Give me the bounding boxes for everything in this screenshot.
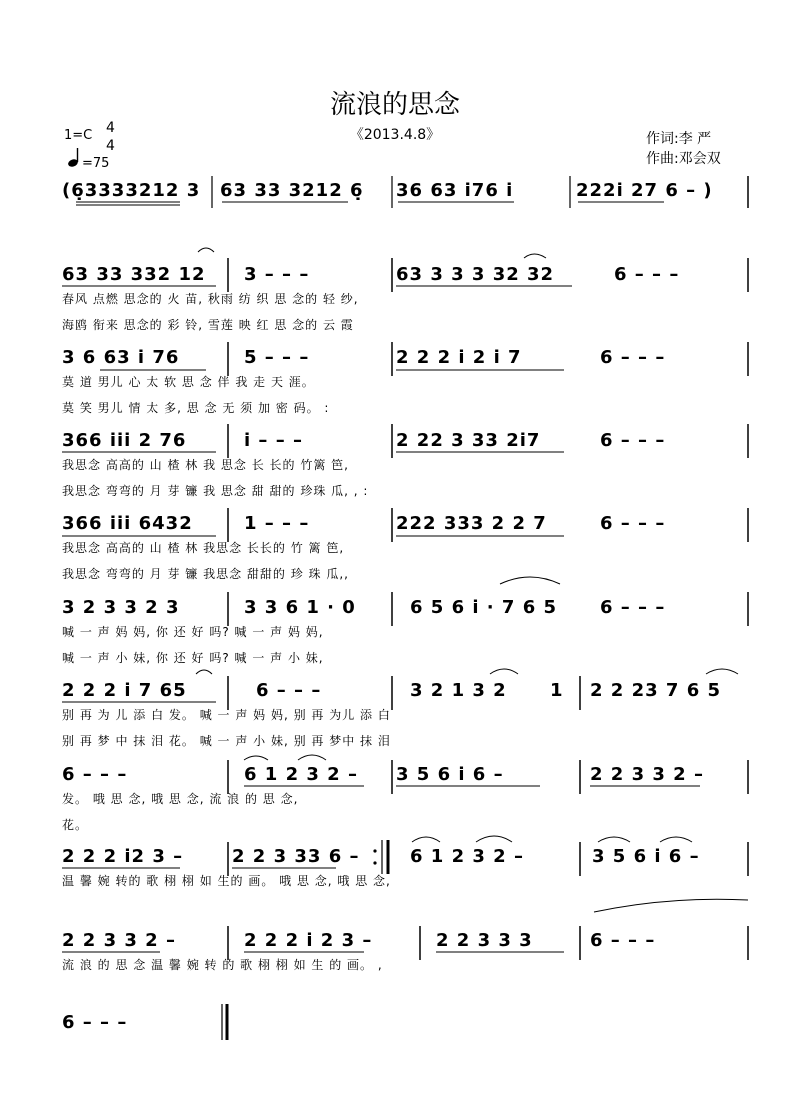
key-signature: 1=C (64, 128, 93, 143)
notation-measure: 6 5 6 i · 7 6 5 (410, 597, 558, 618)
notation-measure: 36 63 i76 i (396, 180, 514, 201)
notation-measure: 222 333 2 2 7 (396, 513, 547, 534)
notation-measure: 5 – – – (244, 347, 310, 368)
notation-measure: 2 2 3 33 6 – (232, 846, 360, 867)
slur (196, 670, 212, 674)
lyric-line: 我思念 弯弯的 月 芽 镰 我 思念 甜 甜的 珍珠 瓜, , : (62, 484, 369, 498)
lyric-line: 花。 (62, 818, 89, 832)
lyricist-credit: 作词:李 严 (646, 131, 712, 147)
slur (706, 669, 738, 674)
notation-measure: 6 – – – (600, 513, 666, 534)
notation-measure: 3 3 6 1 · 0 (244, 597, 356, 618)
slur (198, 248, 214, 252)
notation-measure: (6̣3333212 3 (62, 180, 201, 201)
notation-measure: 6 – – – (590, 930, 656, 951)
notation-measure: 6 – – – (600, 597, 666, 618)
notation-measure: 3 5 6 i 6 – (396, 764, 504, 785)
notation-measure: 366 iii 6432 (62, 513, 193, 534)
tempo-marking: =75 (82, 156, 110, 171)
date-label: 《2013.4.8》 (349, 127, 441, 143)
notation-measure: 6 – – – (600, 347, 666, 368)
lyric-line: 别 再 为 儿 添 白 发。 喊 一 声 妈 妈, 别 再 为儿 添 白 (62, 708, 391, 722)
lyric-line: 我思念 高高的 山 楂 林 我思念 长长的 竹 篱 笆, (62, 541, 345, 555)
lyric-line: 莫 道 男儿 心 太 软 思 念 伴 我 走 天 涯。 (62, 375, 315, 389)
lyric-line: 喊 一 声 妈 妈, 你 还 好 吗? 喊 一 声 妈 妈, (62, 625, 324, 639)
lyric-line: 别 再 梦 中 抹 泪 花。 喊 一 声 小 妹, 别 再 梦中 抹 泪 (62, 734, 391, 748)
slur (594, 899, 748, 912)
notation-measure: 2 2 2 i2 3 – (62, 846, 184, 867)
notation-measure: 6 – – – (256, 680, 322, 701)
lyric-line: 海鸥 衔来 思念的 彩 铃, 雪莲 映 红 思 念的 云 霞 (62, 318, 354, 332)
page-title: 流浪的思念 (329, 90, 460, 120)
slur (412, 837, 440, 842)
notation-measure: 6 – – – (614, 264, 680, 285)
notation-measure: 2 2 3 3 3 (436, 930, 533, 951)
notation-measure: 6 – – – (62, 1012, 128, 1033)
lyric-line: 喊 一 声 小 妹, 你 还 好 吗? 喊 一 声 小 妹, (62, 651, 324, 665)
notation-measure: 63 33 3212 6̣ (220, 180, 364, 201)
slur (298, 755, 326, 760)
lyric-line: 流 浪 的 思 念 温 馨 婉 转 的 歌 栩 栩 如 生 的 画。 , (62, 958, 383, 972)
notation-measure: 1 – – – (244, 513, 310, 534)
notation-measure: 3 2 1 3 2 (410, 680, 507, 701)
notation-measure: 63 33 332 12 (62, 264, 206, 285)
notation-measure: 222i 27 6 – ) (576, 180, 713, 201)
slur (598, 837, 630, 842)
composer-credit: 作曲:邓会双 (646, 151, 721, 167)
notation-measure: 2 2 23 7 6 5 (590, 680, 722, 701)
slur (490, 669, 518, 674)
lyric-line: 莫 笑 男儿 情 太 多, 思 念 无 须 加 密 码。 : (62, 401, 330, 415)
lyric-line: 我思念 高高的 山 楂 林 我 思念 长 长的 竹篱 笆, (62, 458, 349, 472)
slur (500, 577, 560, 584)
meter-numerator: 4 (106, 120, 115, 136)
notation-measure: 2 2 2 i 2 3 – (244, 930, 373, 951)
notation-measure: 63 3 3 3 32 32 (396, 264, 555, 285)
meter-denominator: 4 (106, 138, 115, 154)
notation-measure: 2 22 3 33 2i7 (396, 430, 541, 451)
notation-measure: 366 iii 2 76 (62, 430, 187, 451)
notation-measure: 1 (550, 680, 564, 701)
slur (476, 836, 512, 842)
slur (524, 254, 546, 258)
notation-measure: 2 2 3 3 2 – (62, 930, 176, 951)
final-barline (222, 1004, 227, 1040)
notation-measure: 3 2 3 3 2 3 (62, 597, 180, 618)
repeat-sign (373, 840, 388, 874)
notation-measure: i – – – (244, 430, 303, 451)
lyric-line: 我思念 弯弯的 月 芽 镰 我思念 甜甜的 珍 珠 瓜,, (62, 567, 349, 581)
notation-measure: 3 5 6 i 6 – (592, 846, 700, 867)
notation-measure: 6 – – – (62, 764, 128, 785)
notation-measure: 2 2 2 i 7 65 (62, 680, 187, 701)
notation-measure: 6 1 2 3 2 – (244, 764, 358, 785)
slur (660, 837, 692, 842)
lyric-line: 发。 哦 思 念, 哦 思 念, 流 浪 的 思 念, (62, 792, 299, 806)
notation-measure: 2 2 2 i 2 i 7 (396, 347, 522, 368)
notation-measure: 6 – – – (600, 430, 666, 451)
notation-measure: 3 6 63 i 76 (62, 347, 180, 368)
notation-measure: 3 – – – (244, 264, 310, 285)
lyric-line: 春风 点燃 思念的 火 苗, 秋雨 纺 织 思 念的 轻 纱, (62, 292, 359, 306)
notation-measure: 2 2 3 3 2 – (590, 764, 704, 785)
slur (244, 756, 268, 760)
lyric-line: 温 馨 婉 转的 歌 栩 栩 如 生的 画。 哦 思 念, 哦 思 念, (62, 874, 391, 888)
notation-measure: 6 1 2 3 2 – (410, 846, 524, 867)
